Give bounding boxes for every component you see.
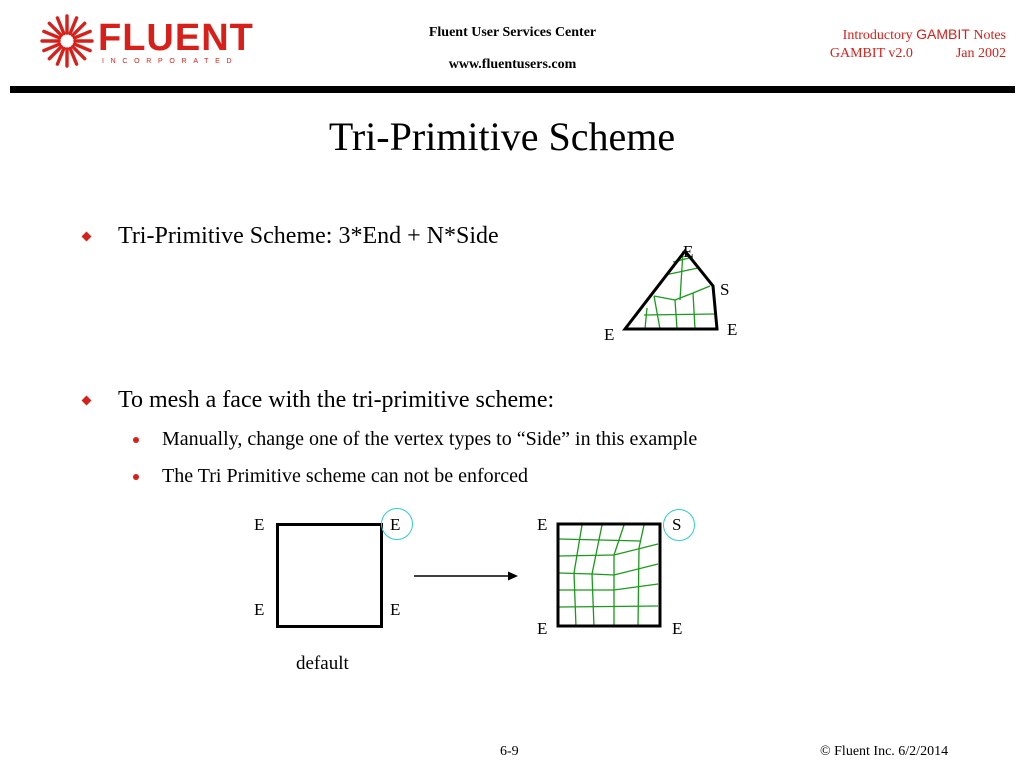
header-center-url: www.fluentusers.com <box>448 57 577 72</box>
notes-version-line <box>830 45 1006 63</box>
sub-bullet-dot-2 <box>133 474 139 480</box>
starburst-icon <box>40 14 94 68</box>
notes-title-line <box>830 25 1006 45</box>
left-sq-label-tl: E <box>254 515 265 534</box>
tri-label-right: S <box>720 280 730 299</box>
default-caption: default <box>296 653 349 674</box>
notes-word-notes: Notes <box>973 28 1006 43</box>
fluent-logo <box>40 14 254 70</box>
bullet-1: Tri-Primitive Scheme: 3*End + N*Side <box>118 223 499 249</box>
bullet-2: To mesh a face with the tri-primitive scheme: <box>118 387 555 413</box>
bullet-diamond-1 <box>82 232 92 242</box>
tri-label-bottom-right: E <box>727 320 738 339</box>
header-center-title: Fluent User Services Center <box>428 25 597 40</box>
notes-word-intro: Introductory <box>842 28 913 43</box>
right-sq-label-tr: S <box>672 515 682 534</box>
footer-copyright: © Fluent Inc. 6/2/2014 <box>820 744 949 759</box>
logo-wordmark: FLUENT <box>98 17 254 59</box>
logo-subtitle: INCORPORATED <box>102 58 239 65</box>
notes-date: Jan 2002 <box>955 46 1006 61</box>
left-sq-label-br: E <box>390 600 401 619</box>
default-square <box>276 523 383 628</box>
right-sq-label-bl: E <box>537 619 548 638</box>
sub-bullet-2: The Tri Primitive scheme can not be enforced <box>162 465 529 487</box>
sub-bullet-1: Manually, change one of the vertex types to “Side” in this example <box>162 428 698 450</box>
left-sq-label-tr: E <box>390 515 401 534</box>
notes-word-gambit: GAMBIT <box>916 26 970 42</box>
notes-version: GAMBIT v2.0 <box>829 46 913 61</box>
header-notes <box>830 25 1006 63</box>
left-sq-label-bl: E <box>254 600 265 619</box>
right-sq-label-br: E <box>672 619 683 638</box>
tri-label-bottom-left: E <box>604 325 615 344</box>
page-number: 6-9 <box>500 744 519 759</box>
header-rule <box>10 86 1015 93</box>
right-sq-label-tl: E <box>537 515 548 534</box>
sub-bullet-dot-1 <box>133 437 139 443</box>
tri-label-top: E <box>683 242 694 261</box>
slide-title: Tri-Primitive Scheme <box>328 114 676 159</box>
bullet-diamond-2 <box>82 396 92 406</box>
right-arrow-icon <box>412 567 522 585</box>
meshed-square-diagram <box>554 520 666 632</box>
